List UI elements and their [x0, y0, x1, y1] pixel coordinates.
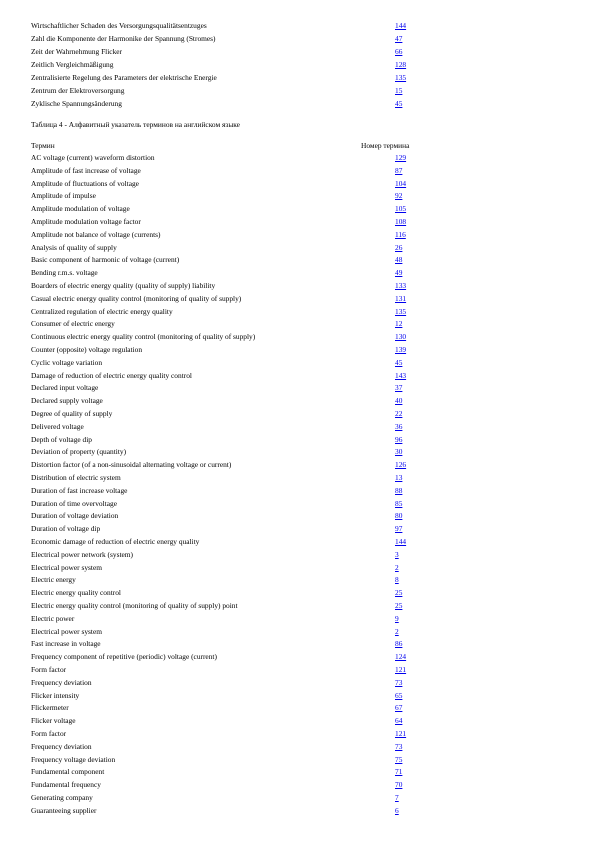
- term-label: Fundamental frequency: [31, 780, 101, 790]
- term-label: Basic component of harmonic of voltage (current): [31, 255, 180, 265]
- term-number-link[interactable]: 92: [395, 191, 403, 201]
- term-number-link[interactable]: 143: [395, 370, 407, 380]
- term-label: Amplitude not balance of voltage (currents): [31, 229, 161, 239]
- term-number-link[interactable]: 108: [395, 217, 407, 226]
- term-number-link[interactable]: 135: [395, 306, 407, 316]
- term-number-link[interactable]: 2: [395, 626, 399, 636]
- term-row: [31, 318, 571, 330]
- term-label: Declared input voltage: [31, 383, 99, 393]
- term-label: Amplitude of impulse: [31, 191, 96, 201]
- term-label: Depth of voltage dip: [31, 434, 92, 444]
- term-row: [31, 178, 571, 190]
- term-row: [31, 459, 571, 471]
- term-row: [31, 421, 571, 433]
- term-label: Electrical power system: [31, 562, 103, 572]
- term-label: Electric power: [31, 613, 75, 623]
- term-label: Consumer of electric energy: [31, 319, 115, 329]
- term-row: [31, 344, 571, 356]
- term-row: [31, 357, 571, 369]
- term-label: Flicker voltage: [31, 716, 76, 726]
- term-row: [31, 549, 571, 561]
- term-row: [31, 792, 571, 804]
- term-number-link[interactable]: 135: [395, 73, 407, 82]
- term-row: [31, 59, 571, 71]
- term-row: [31, 98, 571, 110]
- term-row: [31, 600, 571, 612]
- term-number-link[interactable]: 45: [395, 99, 403, 108]
- term-number-link[interactable]: 144: [395, 537, 407, 546]
- term-number-link[interactable]: 73: [395, 741, 403, 751]
- term-number-link[interactable]: 67: [395, 703, 403, 713]
- term-label: Duration of time overvoltage: [31, 498, 117, 508]
- term-number-link[interactable]: 66: [395, 47, 403, 56]
- term-label: Duration of fast increase voltage: [31, 485, 128, 495]
- header-term: Термин: [31, 141, 55, 150]
- term-label: Economic damage of reduction of electric energy quality: [31, 537, 200, 546]
- term-number-link[interactable]: 49: [395, 268, 403, 278]
- term-row: [31, 485, 571, 497]
- term-row: [31, 562, 571, 574]
- term-row: [31, 280, 571, 292]
- term-row: [31, 702, 571, 714]
- term-label: Casual electric energy quality control (monitoring of quality of supply): [31, 293, 242, 303]
- term-row: [31, 446, 571, 458]
- term-label: Electric energy: [31, 575, 76, 585]
- term-number-link[interactable]: 65: [395, 690, 403, 700]
- term-number-link[interactable]: 130: [395, 332, 407, 342]
- term-row: [31, 165, 571, 177]
- term-number-link[interactable]: 70: [395, 780, 403, 790]
- term-label: Amplitude of fluctuations of voltage: [31, 178, 139, 188]
- term-row: [31, 472, 571, 484]
- term-row: [31, 370, 571, 382]
- term-label: Duration of voltage deviation: [31, 511, 119, 521]
- term-label: Zentralisierte Regelung des Parameters der elektrische Energie: [31, 73, 217, 82]
- term-row: [31, 510, 571, 522]
- term-label: Zentrum der Elektroversorgung: [31, 86, 125, 95]
- term-row: [31, 203, 571, 215]
- term-label: Form factor: [31, 665, 67, 674]
- term-number-link[interactable]: 48: [395, 255, 403, 265]
- term-label: Frequency component of repetitive (periodic) voltage (current): [31, 652, 217, 662]
- term-row: [31, 20, 571, 32]
- term-label: Amplitude modulation voltage factor: [31, 217, 141, 226]
- term-label: Electric energy quality control: [31, 588, 121, 598]
- term-label: Distortion factor (of a non-sinusoidal alternating voltage or current): [31, 460, 232, 470]
- term-label: Frequency deviation: [31, 741, 92, 751]
- term-number-link[interactable]: 88: [395, 485, 403, 495]
- term-row: [31, 754, 571, 766]
- term-label: Cyclic voltage variation: [31, 357, 103, 367]
- term-number-link[interactable]: 45: [395, 357, 403, 367]
- term-row: [31, 395, 571, 407]
- term-number-link[interactable]: 15: [395, 86, 403, 95]
- term-row: [31, 190, 571, 202]
- term-label: Continuous electric energy quality control (monitoring of quality of supply): [31, 332, 256, 342]
- term-row: [31, 46, 571, 58]
- term-row: [31, 293, 571, 305]
- table-header: [31, 140, 571, 152]
- term-number-link[interactable]: 96: [395, 434, 403, 444]
- term-row: [31, 587, 571, 599]
- term-row: [31, 805, 571, 817]
- term-row: [31, 85, 571, 97]
- term-row: [31, 523, 571, 535]
- term-label: AC voltage (current) waveform distortion: [31, 153, 155, 162]
- term-row: [31, 536, 571, 548]
- term-number-link[interactable]: 131: [395, 293, 407, 303]
- term-number-link[interactable]: 13: [395, 473, 403, 482]
- term-number-link[interactable]: 30: [395, 447, 403, 457]
- term-number-link[interactable]: 25: [395, 588, 403, 598]
- term-label: Delivered voltage: [31, 421, 84, 431]
- term-row: [31, 728, 571, 740]
- term-number-link[interactable]: 87: [395, 165, 403, 175]
- term-row: [31, 664, 571, 676]
- term-number-link[interactable]: 12: [395, 319, 403, 329]
- term-number-link[interactable]: 2: [395, 562, 399, 572]
- term-label: Generating company: [31, 793, 93, 802]
- term-row: [31, 254, 571, 266]
- term-label: Degree of quality of supply: [31, 409, 113, 418]
- term-label: Electrical power network (system): [31, 549, 133, 559]
- term-number-link[interactable]: 75: [395, 754, 403, 764]
- term-label: Electrical power system: [31, 626, 103, 636]
- term-label: Guaranteeing supplier: [31, 805, 97, 815]
- term-label: Bending r.m.s. voltage: [31, 268, 98, 278]
- term-label: Damage of reduction of electric energy quality control: [31, 370, 192, 380]
- term-number-link[interactable]: 126: [395, 460, 407, 470]
- term-number-link[interactable]: 73: [395, 677, 403, 687]
- term-row: [31, 690, 571, 702]
- term-number-link[interactable]: 121: [395, 729, 407, 738]
- term-number-link[interactable]: 144: [395, 21, 407, 30]
- term-number-link[interactable]: 64: [395, 716, 403, 726]
- term-number-link[interactable]: 133: [395, 281, 407, 290]
- term-row: [31, 715, 571, 727]
- term-row: [31, 331, 571, 343]
- term-label: Zahl die Komponente der Harmonike der Spannung (Stromes): [31, 34, 216, 43]
- term-row: [31, 651, 571, 663]
- term-number-link[interactable]: 86: [395, 639, 403, 649]
- term-row: [31, 434, 571, 446]
- term-row: [31, 382, 571, 394]
- term-number-link[interactable]: 129: [395, 153, 407, 162]
- term-number-link[interactable]: 3: [395, 549, 399, 559]
- term-row: [31, 216, 571, 228]
- term-number-link[interactable]: 8: [395, 575, 399, 585]
- term-number-link[interactable]: 139: [395, 345, 407, 354]
- term-number-link[interactable]: 105: [395, 204, 407, 214]
- term-row: [31, 638, 571, 650]
- term-label: Fast increase in voltage: [31, 639, 101, 649]
- term-number-link[interactable]: 9: [395, 613, 399, 623]
- term-label: Frequency deviation: [31, 677, 92, 687]
- term-row: [31, 766, 571, 778]
- term-row: [31, 741, 571, 753]
- term-label: Zeitlich Vergleichmäßigung: [31, 60, 114, 69]
- term-row: [31, 779, 571, 791]
- term-label: Boarders of electric energy quality (quality of supply) liability: [31, 281, 216, 290]
- term-number-link[interactable]: 85: [395, 498, 403, 508]
- term-row: [31, 613, 571, 625]
- term-row: [31, 408, 571, 420]
- term-label: Distribution of electric system: [31, 473, 121, 482]
- term-label: Counter (opposite) voltage regulation: [31, 345, 143, 354]
- term-label: Electric energy quality control (monitoring of quality of supply) point: [31, 601, 238, 610]
- term-number-link[interactable]: 97: [395, 524, 403, 534]
- term-label: Centralized regulation of electric energy quality: [31, 306, 173, 316]
- term-number-link[interactable]: 116: [395, 229, 406, 239]
- term-label: Wirtschaftlicher Schaden des Versorgungsqualitätsentzuges: [31, 21, 207, 30]
- term-number-link[interactable]: 124: [395, 652, 407, 662]
- header-number: Номер термина: [361, 141, 410, 150]
- term-label: Flickermeter: [31, 703, 69, 713]
- term-label: Duration of voltage dip: [31, 524, 101, 534]
- term-number-link[interactable]: 7: [395, 793, 399, 802]
- term-label: Fundamental component: [31, 767, 105, 777]
- term-row: [31, 626, 571, 638]
- term-row: [31, 267, 571, 279]
- term-label: Zeit der Wahrnehmung Flicker: [31, 47, 123, 56]
- term-number-link[interactable]: 36: [395, 421, 403, 431]
- term-row: [31, 498, 571, 510]
- term-label: Deviation of property (quantity): [31, 447, 127, 457]
- term-row: [31, 33, 571, 45]
- term-row: [31, 152, 571, 164]
- term-number-link[interactable]: 37: [395, 383, 403, 393]
- term-number-link[interactable]: 71: [395, 767, 403, 777]
- term-row: [31, 229, 571, 241]
- term-label: Declared supply voltage: [31, 396, 103, 406]
- term-number-link[interactable]: 40: [395, 396, 403, 406]
- term-number-link[interactable]: 26: [395, 242, 403, 252]
- term-number-link[interactable]: 25: [395, 601, 403, 610]
- term-label: Form factor: [31, 729, 67, 738]
- term-label: Analysis of quality of supply: [31, 242, 117, 252]
- term-number-link[interactable]: 121: [395, 665, 407, 674]
- term-label: Amplitude modulation of voltage: [31, 204, 130, 214]
- term-number-link[interactable]: 80: [395, 511, 403, 521]
- term-number-link[interactable]: 128: [395, 60, 407, 69]
- term-label: Amplitude of fast increase of voltage: [31, 165, 141, 175]
- term-row: [31, 306, 571, 318]
- table-caption: Таблица 4 - Алфавитный указатель терминов на английском языке: [31, 120, 240, 129]
- term-row: [31, 72, 571, 84]
- term-label: Zyklische Spannungsänderung: [31, 99, 122, 108]
- term-label: Flicker intensity: [31, 690, 80, 700]
- term-row: [31, 242, 571, 254]
- term-number-link[interactable]: 6: [395, 805, 399, 815]
- term-number-link[interactable]: 22: [395, 409, 403, 418]
- term-row: [31, 574, 571, 586]
- term-number-link[interactable]: 104: [395, 178, 407, 188]
- term-number-link[interactable]: 47: [395, 34, 403, 43]
- term-row: [31, 677, 571, 689]
- term-label: Frequency voltage deviation: [31, 754, 116, 764]
